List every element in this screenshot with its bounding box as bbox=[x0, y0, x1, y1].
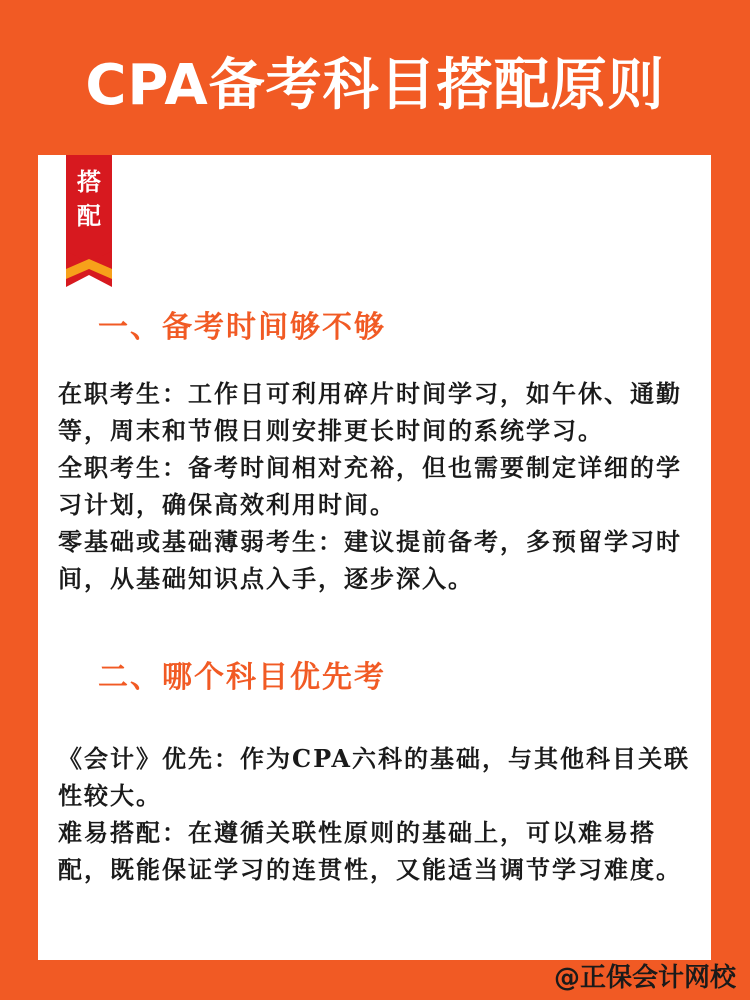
section-heading-2: 二、哪个科目优先考 bbox=[98, 660, 386, 695]
ribbon-label bbox=[66, 165, 112, 233]
section-body-2 bbox=[58, 740, 698, 888]
paragraph-accounting-first: 《会计》优先：作为CPA六科的基础，与其他科目关联性较大。 bbox=[58, 744, 691, 810]
ribbon-label-line2: 配 bbox=[77, 202, 101, 230]
brand-watermark: @正保会计网校 bbox=[553, 963, 736, 993]
ribbon-chevron-icon bbox=[66, 251, 112, 287]
paragraph-difficulty-mix: 难易搭配：在遵循关联性原则的基础上，可以难易搭配，既能保证学习的连贯性，又能适当调节学习难度。 bbox=[58, 818, 682, 884]
ribbon-label-line1: 搭 bbox=[77, 168, 101, 196]
paragraph-beginner-candidates: 零基础或基础薄弱考生：建议提前备考，多预留学习时间，从基础知识点入手，逐步深入。 bbox=[58, 527, 682, 593]
section-heading-1: 一、备考时间够不够 bbox=[98, 310, 386, 345]
paragraph-working-candidates: 在职考生：工作日可利用碎片时间学习，如午休、通勤等，周末和节假日则安排更长时间的系统学习。 bbox=[58, 379, 682, 445]
page-title: CPA备考科目搭配原则 bbox=[85, 53, 665, 118]
content-card bbox=[38, 155, 711, 960]
paragraph-fulltime-candidates: 全职考生：备考时间相对充裕，但也需要制定详细的学习计划，确保高效利用时间。 bbox=[58, 453, 682, 519]
ribbon-tag bbox=[66, 155, 112, 263]
section-body-1 bbox=[58, 375, 698, 597]
